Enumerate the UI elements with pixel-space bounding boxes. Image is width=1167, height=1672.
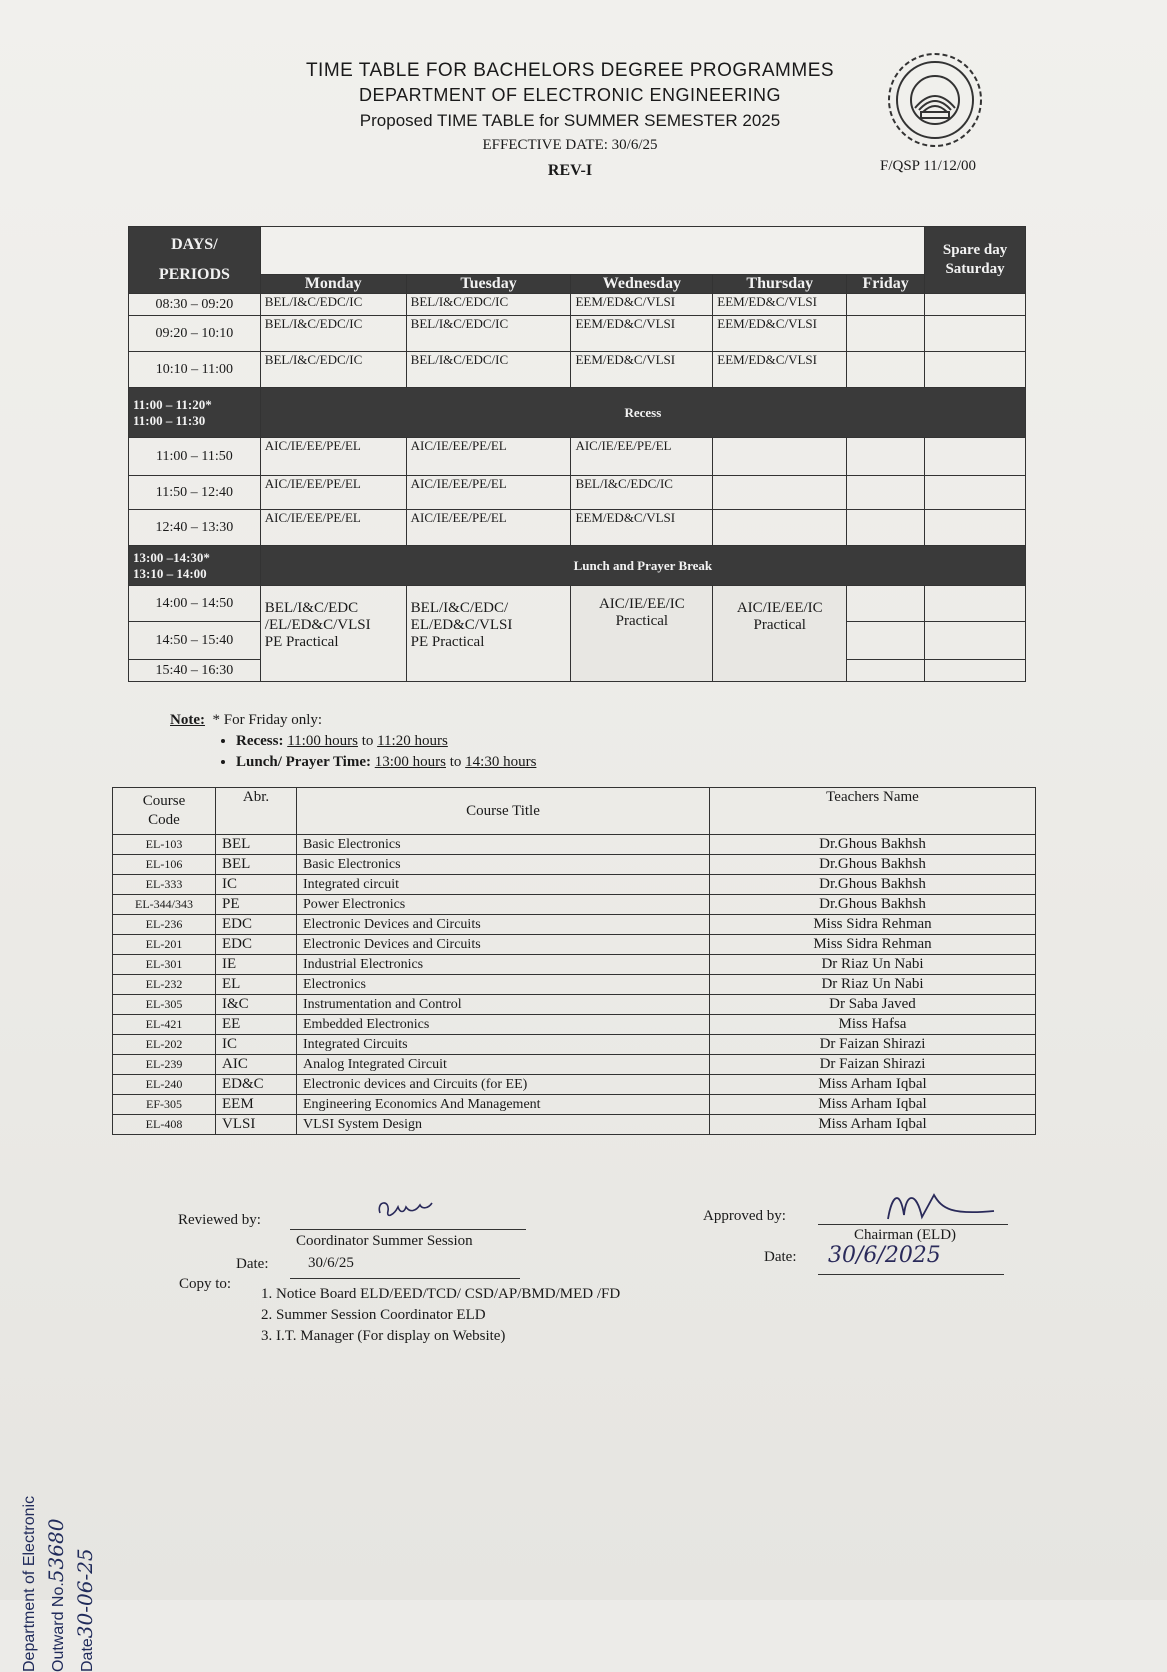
table-row xyxy=(113,1055,1036,1075)
course-abr: EDC xyxy=(216,935,297,955)
table-row xyxy=(113,1115,1036,1135)
course-abr: EE xyxy=(216,1015,297,1035)
timetable-row: 10:10 – 11:00 BEL/I&C/EDC/IC BEL/I&C/EDC/IC EEM/ED&C/VLSI EEM/ED&C/VLSI xyxy=(129,352,1026,388)
course-abr: EDC xyxy=(216,915,297,935)
reviewed-by-label: Reviewed by: xyxy=(178,1212,261,1228)
course-title: Integrated circuit xyxy=(297,875,710,895)
day-friday: Friday xyxy=(847,275,925,294)
course-title: Basic Electronics xyxy=(297,855,710,875)
course-teacher: Dr Riaz Un Nabi xyxy=(710,955,1036,975)
table-row xyxy=(113,1015,1036,1035)
course-title: Electronic Devices and Circuits xyxy=(297,935,710,955)
stamp-department: Department of Electronic xyxy=(21,1495,38,1672)
course-teacher: Miss Sidra Rehman xyxy=(710,935,1036,955)
table-row xyxy=(113,975,1036,995)
note-label: Note: xyxy=(170,712,205,728)
lunch-label: Lunch and Prayer Break xyxy=(260,546,1025,586)
course-title: Embedded Electronics xyxy=(297,1015,710,1035)
form-number: F/QSP 11/12/00 xyxy=(880,158,976,174)
outward-stamp xyxy=(4,1385,114,1672)
course-abr: ED&C xyxy=(216,1075,297,1095)
reviewer-signature-icon xyxy=(372,1195,436,1223)
course-abr: EL xyxy=(216,975,297,995)
header-teacher: Teachers Name xyxy=(710,788,1036,835)
note-recess: • Recess: 11:00 hours to 11:20 hours xyxy=(236,731,536,752)
course-title: Basic Electronics xyxy=(297,835,710,855)
header-abr: Abr. xyxy=(216,788,297,835)
header-course-title: Course Title xyxy=(297,788,710,835)
stamp-date: Date30-06-25 xyxy=(73,1548,97,1672)
course-teacher: Miss Arham Iqbal xyxy=(710,1075,1036,1095)
lunch-time-friday: 13:00 –14:30* xyxy=(133,549,210,565)
course-teacher: Dr.Ghous Bakhsh xyxy=(710,835,1036,855)
table-row xyxy=(113,855,1036,875)
course-code: EL-421 xyxy=(113,1015,216,1035)
course-abr: BEL xyxy=(216,835,297,855)
course-code: EL-201 xyxy=(113,935,216,955)
course-code: EL-344/343 xyxy=(113,895,216,915)
course-teacher: Dr.Ghous Bakhsh xyxy=(710,855,1036,875)
coordinator-title: Coordinator Summer Session xyxy=(296,1233,473,1249)
course-code: EF-305 xyxy=(113,1095,216,1115)
course-code: EL-305 xyxy=(113,995,216,1015)
table-row xyxy=(113,1075,1036,1095)
recess-time-friday: 11:00 – 11:20* xyxy=(133,396,212,412)
course-teacher: Miss Arham Iqbal xyxy=(710,1095,1036,1115)
table-row xyxy=(113,995,1036,1015)
table-row xyxy=(113,895,1036,915)
course-abr: VLSI xyxy=(216,1115,297,1135)
table-row xyxy=(113,835,1036,855)
course-code: EL-202 xyxy=(113,1035,216,1055)
approved-date-handwritten: 30/6/2025 xyxy=(828,1243,941,1268)
recess-band xyxy=(129,388,1026,438)
course-title: Power Electronics xyxy=(297,895,710,915)
course-abr: IC xyxy=(216,1035,297,1055)
course-code: EL-239 xyxy=(113,1055,216,1075)
timetable-row: 11:00 – 11:50 AIC/IE/EE/PE/EL AIC/IE/EE/PE/EL AIC/IE/EE/PE/EL xyxy=(129,438,1026,476)
copy-item: 3. I.T. Manager (For display on Website) xyxy=(276,1326,620,1347)
timetable-row: 09:20 – 10:10 BEL/I&C/EDC/IC BEL/I&C/EDC/IC EEM/ED&C/VLSI EEM/ED&C/VLSI xyxy=(129,316,1026,352)
note-intro: * For Friday only: xyxy=(212,712,323,728)
document-subtitle: Proposed TIME TABLE for SUMMER SEMESTER 2025 xyxy=(359,111,781,130)
course-teacher: Miss Sidra Rehman xyxy=(710,915,1036,935)
university-seal-icon xyxy=(885,50,985,150)
table-row xyxy=(113,875,1036,895)
day-thursday: Thursday xyxy=(713,275,847,294)
course-teacher: Dr Faizan Shirazi xyxy=(710,1035,1036,1055)
course-title: VLSI System Design xyxy=(297,1115,710,1135)
table-row xyxy=(113,1035,1036,1055)
course-code: EL-301 xyxy=(113,955,216,975)
lunch-band xyxy=(129,546,1026,586)
course-code: EL-106 xyxy=(113,855,216,875)
day-monday: Monday xyxy=(260,275,406,294)
course-teacher: Miss Arham Iqbal xyxy=(710,1115,1036,1135)
course-teacher: Dr Saba Javed xyxy=(710,995,1036,1015)
course-teacher: Dr.Ghous Bakhsh xyxy=(710,895,1036,915)
course-title: Integrated Circuits xyxy=(297,1035,710,1055)
timetable-row: 08:30 – 09:20 BEL/I&C/EDC/IC BEL/I&C/EDC/IC EEM/ED&C/VLSI EEM/ED&C/VLSI xyxy=(129,294,1026,316)
course-code: EL-408 xyxy=(113,1115,216,1135)
department-name: DEPARTMENT OF ELECTRONIC ENGINEERING xyxy=(358,85,782,105)
course-title: Analog Integrated Circuit xyxy=(297,1055,710,1075)
lunch-time: 13:10 – 14:00 xyxy=(133,565,207,581)
approved-by-label: Approved by: xyxy=(703,1208,786,1224)
timetable-row: 11:50 – 12:40 AIC/IE/EE/PE/EL AIC/IE/EE/PE/EL BEL/I&C/EDC/IC xyxy=(129,476,1026,510)
course-title: Instrumentation and Control xyxy=(297,995,710,1015)
header-course-code: Course Code xyxy=(113,788,216,835)
recess-label: Recess xyxy=(260,388,1025,438)
chairman-signature-icon xyxy=(882,1185,1002,1225)
course-teacher: Dr Riaz Un Nabi xyxy=(710,975,1036,995)
copy-list xyxy=(236,1284,620,1347)
practical-tuesday: BEL/I&C/EDC/ EL/ED&C/VLSI PE Practical xyxy=(406,586,571,682)
course-abr: I&C xyxy=(216,995,297,1015)
document-header xyxy=(280,58,860,183)
document-title: TIME TABLE FOR BACHELORS DEGREE PROGRAMMES xyxy=(305,60,835,81)
course-title: Engineering Economics And Management xyxy=(297,1095,710,1115)
approved-date-label: Date: xyxy=(764,1249,797,1265)
practical-thursday: AIC/IE/EE/IC Practical xyxy=(713,586,847,682)
copy-to-label: Copy to: xyxy=(179,1276,232,1292)
course-teacher: Dr.Ghous Bakhsh xyxy=(710,875,1036,895)
course-code: EL-232 xyxy=(113,975,216,995)
notes xyxy=(170,712,536,773)
course-abr: AIC xyxy=(216,1055,297,1075)
course-abr: PE xyxy=(216,895,297,915)
recess-time: 11:00 – 11:30 xyxy=(133,412,206,428)
note-lunch: • Lunch/ Prayer Time: 13:00 hours to 14:30 hours xyxy=(236,752,536,773)
reviewed-date-label: Date: xyxy=(236,1256,269,1272)
practical-monday: BEL/I&C/EDC /EL/ED&C/VLSI PE Practical xyxy=(260,586,406,682)
spare-day-label: Spare day xyxy=(942,242,1008,258)
stamp-outward: Outward No.53680 xyxy=(44,1518,68,1672)
course-title: Electronic devices and Circuits (for EE) xyxy=(297,1075,710,1095)
table-row xyxy=(113,955,1036,975)
day-tuesday: Tuesday xyxy=(406,275,571,294)
course-code: EL-333 xyxy=(113,875,216,895)
table-row xyxy=(113,935,1036,955)
course-abr: EEM xyxy=(216,1095,297,1115)
course-teacher: Miss Hafsa xyxy=(710,1015,1036,1035)
course-title: Industrial Electronics xyxy=(297,955,710,975)
effective-date: EFFECTIVE DATE: 30/6/25 xyxy=(482,137,658,153)
practical-wednesday: AIC/IE/EE/IC Practical xyxy=(571,586,713,682)
course-abr: IC xyxy=(216,875,297,895)
copy-item: 2. Summer Session Coordinator ELD xyxy=(276,1305,620,1326)
course-code: EL-103 xyxy=(113,835,216,855)
table-row xyxy=(113,915,1036,935)
day-saturday: Spare day Saturday xyxy=(925,227,1026,294)
course-abr: BEL xyxy=(216,855,297,875)
course-title: Electronics xyxy=(297,975,710,995)
timetable-row: 12:40 – 13:30 AIC/IE/EE/PE/EL AIC/IE/EE/PE/EL EEM/ED&C/VLSI xyxy=(129,510,1026,546)
course-abr: IE xyxy=(216,955,297,975)
corner-days: DAYS/ PERIODS xyxy=(129,227,261,294)
timetable-row: 15:40 – 16:30 xyxy=(129,660,1026,682)
copy-item: 1. Notice Board ELD/EED/TCD/ CSD/AP/BMD/MED /FD xyxy=(276,1284,620,1305)
table-row xyxy=(113,1095,1036,1115)
course-title: Electronic Devices and Circuits xyxy=(297,915,710,935)
day-wednesday: Wednesday xyxy=(571,275,713,294)
reviewed-date: 30/6/25 xyxy=(308,1255,354,1271)
course-table xyxy=(112,787,1036,1135)
course-code: EL-240 xyxy=(113,1075,216,1095)
revision: REV-I xyxy=(547,162,593,179)
timetable xyxy=(128,226,1026,682)
timetable-row: 14:00 – 14:50 BEL/I&C/EDC /EL/ED&C/VLSI PE Practical BEL/I&C/EDC/ EL/ED&C/VLSI PE Practical AIC/IE/EE/IC Practical AIC/IE/EE/IC Practical xyxy=(129,586,1026,622)
course-code: EL-236 xyxy=(113,915,216,935)
timetable-row: 14:50 – 15:40 xyxy=(129,622,1026,660)
chairman-title: Chairman (ELD) xyxy=(854,1227,957,1243)
course-teacher: Dr Faizan Shirazi xyxy=(710,1055,1036,1075)
